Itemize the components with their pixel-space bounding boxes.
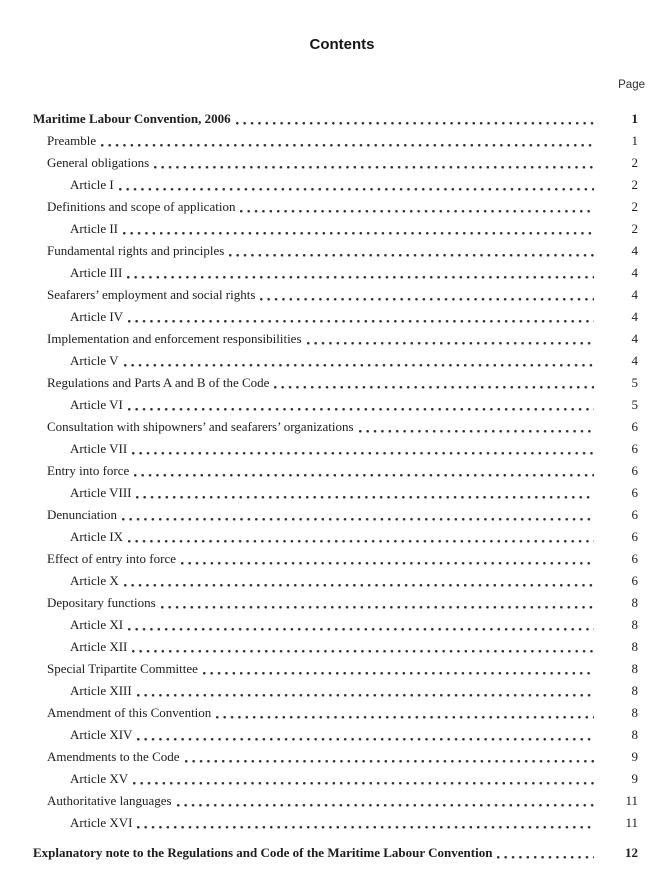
toc-entry-page: 8: [631, 683, 638, 699]
dot-leader: [122, 504, 594, 526]
page-column-header: Page: [618, 79, 645, 92]
toc-entry-label: Fundamental rights and principles: [47, 243, 225, 259]
toc-entry-page: 2: [631, 177, 638, 193]
toc-entry: [33, 526, 645, 548]
toc-entry-page: 6: [631, 441, 638, 457]
dot-leader: [307, 328, 594, 350]
toc-entry-label: Regulations and Parts A and B of the Code: [47, 375, 270, 391]
dot-leader: [137, 724, 594, 746]
toc-entry-page: 8: [631, 661, 638, 677]
toc-entry: [33, 724, 645, 746]
dot-leader: [128, 306, 594, 328]
toc-entry: [33, 262, 645, 284]
toc-entry-page: 1: [631, 133, 638, 149]
toc-entry-page: 8: [631, 617, 638, 633]
toc-entry-label: Authoritative languages: [47, 793, 172, 809]
dot-leader: [137, 812, 594, 834]
toc-entry: [33, 658, 645, 680]
toc-entry-page: 6: [631, 485, 638, 501]
toc-entry-page: 4: [631, 331, 638, 347]
toc-entry-label: Special Tripartite Committee: [47, 661, 198, 677]
dot-leader: [185, 746, 594, 768]
toc-entry-page: 4: [631, 287, 638, 303]
dot-leader: [128, 526, 594, 548]
toc-entry-page: 5: [631, 397, 638, 413]
dot-leader: [128, 614, 594, 636]
toc-entry-label: Consultation with shipowners’ and seafarers’ organizations: [47, 419, 354, 435]
toc-entry-label: Article II: [70, 221, 119, 237]
toc-entry: [33, 240, 645, 262]
toc-entry-page: 11: [625, 815, 638, 831]
toc-entry-page: 6: [631, 507, 638, 523]
toc-entry: [33, 768, 645, 790]
toc-entry-page: 2: [631, 221, 638, 237]
toc-entry-label: Definitions and scope of application: [47, 199, 236, 215]
toc-entry-label: Seafarers’ employment and social rights: [47, 287, 256, 303]
page-title: Contents: [309, 36, 375, 54]
toc-entry-page: 8: [631, 705, 638, 721]
toc-entry-label: Article IV: [70, 309, 124, 325]
toc-entry-label: Article VII: [70, 441, 128, 457]
toc-entry-page: 1: [631, 111, 638, 127]
dot-leader: [216, 702, 594, 724]
toc-entry: [33, 108, 645, 130]
toc-entry-page: 6: [631, 573, 638, 589]
dot-leader: [359, 416, 594, 438]
toc-entry: [33, 130, 645, 152]
toc-entry-label: Maritime Labour Convention, 2006: [33, 111, 231, 127]
toc-entry: [33, 570, 645, 592]
toc-entry-page: 4: [631, 265, 638, 281]
toc-list: [33, 108, 645, 864]
toc-entry: [33, 614, 645, 636]
dot-leader: [101, 130, 594, 152]
toc-entry-label: Effect of entry into force: [47, 551, 176, 567]
toc-entry: [33, 680, 645, 702]
toc-entry: [33, 548, 645, 570]
dot-leader: [128, 394, 594, 416]
toc-entry-label: Depositary functions: [47, 595, 156, 611]
toc-entry: [33, 218, 645, 240]
toc-entry: [33, 746, 645, 768]
dot-leader: [177, 790, 594, 812]
toc-entry-page: 8: [631, 639, 638, 655]
toc-entry-page: 2: [631, 199, 638, 215]
dot-leader: [161, 592, 594, 614]
dot-leader: [124, 570, 594, 592]
toc-entry: [33, 306, 645, 328]
toc-entry-page: 6: [631, 463, 638, 479]
toc-entry-page: 8: [631, 595, 638, 611]
toc-entry-label: Explanatory note to the Regulations and Code of the Maritime Labour Convention: [33, 845, 493, 861]
toc-entry-page: 6: [631, 419, 638, 435]
toc-entry: [33, 174, 645, 196]
dot-leader: [134, 460, 594, 482]
toc-entry-label: Article V: [70, 353, 119, 369]
toc-entry-label: Amendments to the Code: [47, 749, 180, 765]
toc-entry-label: Preamble: [47, 133, 97, 149]
document-page: [33, 0, 645, 864]
toc-entry-label: Denunciation: [47, 507, 118, 523]
toc-entry-page: 2: [631, 155, 638, 171]
toc-entry: [33, 328, 645, 350]
toc-entry-label: Article XII: [70, 639, 128, 655]
toc-entry-label: Article X: [70, 573, 119, 589]
toc-entry-page: 6: [631, 551, 638, 567]
dot-leader: [127, 262, 594, 284]
toc-entry: [33, 504, 645, 526]
toc-entry: [33, 350, 645, 372]
dot-leader: [137, 680, 594, 702]
toc-entry: [33, 702, 645, 724]
dot-leader: [132, 438, 594, 460]
dot-leader: [181, 548, 594, 570]
toc-entry: [33, 790, 645, 812]
dot-leader: [124, 350, 595, 372]
toc-entry-label: Article VIII: [70, 485, 132, 501]
toc-entry-page: 12: [625, 845, 638, 861]
toc-entry-label: Article VI: [70, 397, 123, 413]
toc-entry-label: Article XVI: [70, 815, 133, 831]
dot-leader: [497, 842, 594, 864]
toc-entry: [33, 416, 645, 438]
toc-entry-page: 8: [631, 727, 638, 743]
toc-entry-label: Article IX: [70, 529, 124, 545]
dot-leader: [123, 218, 594, 240]
dot-leader: [133, 768, 594, 790]
toc-entry: [33, 592, 645, 614]
toc-entry: [33, 394, 645, 416]
dot-leader: [229, 240, 594, 262]
toc-entry: [33, 812, 645, 834]
toc-entry-label: Article XI: [70, 617, 124, 633]
dot-leader: [274, 372, 594, 394]
toc-entry: [33, 636, 645, 658]
toc-entry: [33, 372, 645, 394]
toc-entry-label: General obligations: [47, 155, 150, 171]
toc-entry-label: Article XIII: [70, 683, 132, 699]
toc-entry-label: Article XV: [70, 771, 129, 787]
toc-entry-page: 11: [625, 793, 638, 809]
toc-entry: [33, 152, 645, 174]
toc-entry-label: Article I: [70, 177, 114, 193]
dot-leader: [236, 108, 594, 130]
toc-entry-page: 4: [631, 353, 638, 369]
dot-leader: [119, 174, 594, 196]
toc-entry: [33, 284, 645, 306]
toc-entry-page: 5: [631, 375, 638, 391]
toc-entry-page: 9: [631, 749, 638, 765]
toc-entry: [33, 460, 645, 482]
toc-entry-label: Article XIV: [70, 727, 133, 743]
dot-leader: [154, 152, 594, 174]
dot-leader: [203, 658, 594, 680]
dot-leader: [260, 284, 594, 306]
toc-entry-label: Entry into force: [47, 463, 130, 479]
dot-leader: [136, 482, 594, 504]
toc-entry-page: 4: [631, 243, 638, 259]
toc-entry: [33, 196, 645, 218]
toc-entry-label: Implementation and enforcement responsibilities: [47, 331, 302, 347]
toc-entry-page: 9: [631, 771, 638, 787]
toc-entry-page: 4: [631, 309, 638, 325]
toc-entry: [33, 842, 645, 864]
dot-leader: [132, 636, 594, 658]
toc-entry-label: Amendment of this Convention: [47, 705, 212, 721]
dot-leader: [240, 196, 594, 218]
toc-entry-label: Article III: [70, 265, 123, 281]
toc-entry: [33, 438, 645, 460]
toc-entry: [33, 482, 645, 504]
toc-entry-page: 6: [631, 529, 638, 545]
